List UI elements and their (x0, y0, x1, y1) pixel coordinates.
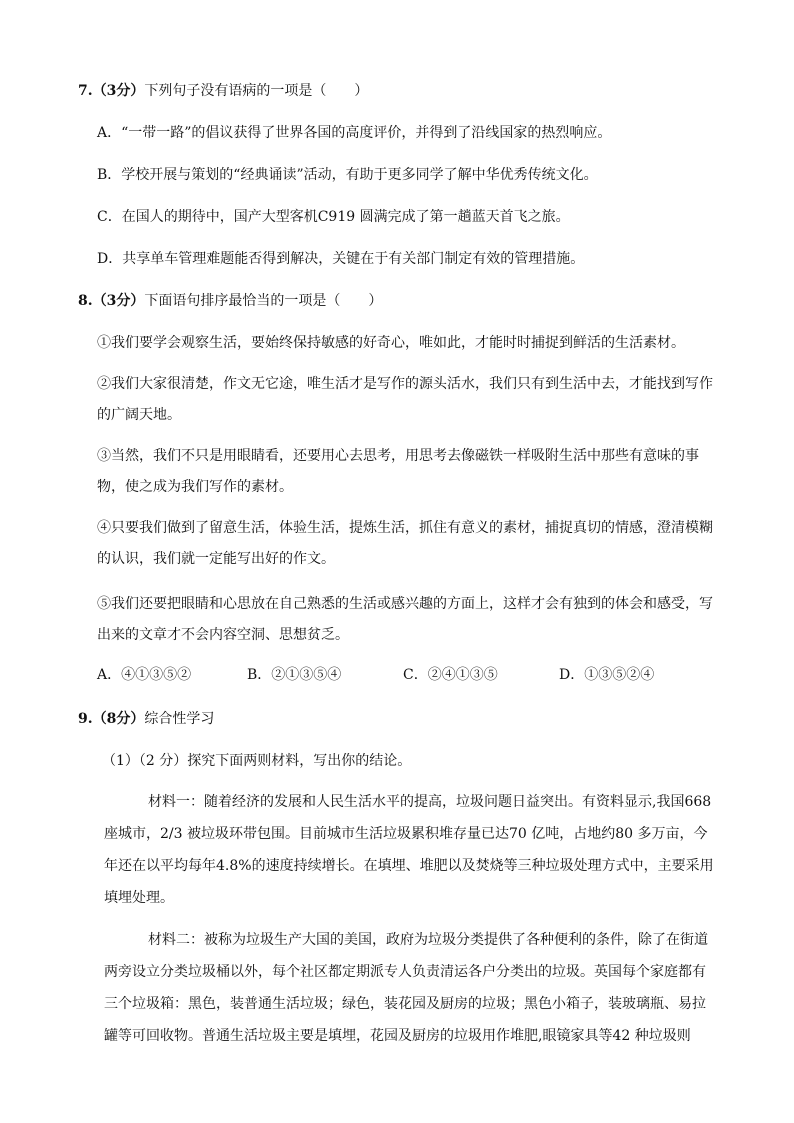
question-7-score: （3分） (92, 83, 145, 99)
question-7-header (78, 82, 368, 100)
question-9-material-1: 材料一：随着经济的发展和人民生活水平的提高，垃圾问题日益突出。有资料显示,我国668 座城市，2/3 被垃圾环带包围。目前城市生活垃圾累积堆存量已达70 亿吨，占地约80 多万亩，今年还在以平均每年4.8%的速度持续增长。在填埋、堆肥以及焚烧等三种垃圾处理方式中，主要采用填埋处理。 (104, 794, 714, 906)
question-9-number: 9. (78, 711, 93, 727)
question-8-sentence-5: ⑤我们还要把眼睛和心思放在自己熟悉的生活或感兴趣的方面上，这样才会有独到的体会和感受，写出来的文章才不会内容空洞、思想贫乏。 (97, 596, 713, 643)
question-8-sentence-4: ④只要我们做到了留意生活，体验生活，提炼生活，抓住有意义的素材，捕捉真切的情感，澄清模糊的认识，我们就一定能写出好的作文。 (97, 520, 713, 567)
question-8-sentence-3: ③当然，我们不只是用眼睛看，还要用心去思考，用思考去像磁铁一样吸附生活中那些有意味的事物，使之成为我们写作的素材。 (97, 448, 699, 495)
question-9-material-2: 材料二：被称为垃圾生产大国的美国，政府为垃圾分类提供了各种便利的条件，除了在街道两旁设立分类垃圾桶以外，每个社区都定期派专人负责清运各户分类出的垃圾。英国每个家庭都有三个垃圾箱：黑色，装普通生活垃圾；绿色，装花园及厨房的垃圾；黑色小箱子，装玻璃瓶、易拉罐等可回收物。普通生活垃圾主要是填埋，花园及厨房的垃圾用作堆肥,眼镜家具等42 种垃圾则 (104, 932, 708, 1044)
question-8-option-c: C．②④①③⑤ (403, 667, 498, 683)
question-8-number: 8. (78, 293, 93, 309)
question-7-option-c: C．在国人的期待中，国产大型客机C919 圆满完成了第一趟蓝天首飞之旅。 (97, 209, 570, 225)
question-9-stem: 综合性学习 (144, 711, 215, 727)
question-8-option-a: A．④①③⑤② (97, 667, 192, 683)
question-8-option-b: B．②①③⑤④ (247, 667, 342, 683)
question-9-subquestion-1: （1）（2 分）探究下面两则材料，写出你的结论。 (102, 753, 412, 769)
question-9-score: （8分） (92, 711, 145, 727)
question-8-stem: 下面语句排序最恰当的一项是（ ） (144, 293, 383, 309)
question-7-number: 7. (78, 83, 93, 99)
question-7-stem: 下列句子没有语病的一项是（ ） (144, 83, 369, 99)
question-9-header (78, 710, 214, 728)
question-8-header (78, 292, 382, 310)
question-8-option-d: D．①③⑤②④ (559, 667, 655, 683)
question-8-score: （3分） (92, 293, 145, 309)
question-7-option-b: B．学校开展与策划的“经典诵读”活动，有助于更多同学了解中华优秀传统文化。 (97, 167, 598, 183)
question-8-sentence-2: ②我们大家很清楚，作文无它途，唯生活才是写作的源头活水，我们只有到生活中去，才能找到写作的广阔天地。 (97, 376, 713, 423)
question-7-option-a: A．“一带一路”的倡议获得了世界各国的高度评价，并得到了沿线国家的热烈响应。 (97, 125, 612, 141)
question-7-option-d: D．共享单车管理难题能否得到解决，关键在于有关部门制定有效的管理措施。 (97, 251, 585, 267)
question-8-sentence-1: ①我们要学会观察生活，要始终保持敏感的好奇心，唯如此，才能时时捕捉到鲜活的生活素材。 (97, 335, 685, 351)
question-8-options (97, 665, 654, 685)
